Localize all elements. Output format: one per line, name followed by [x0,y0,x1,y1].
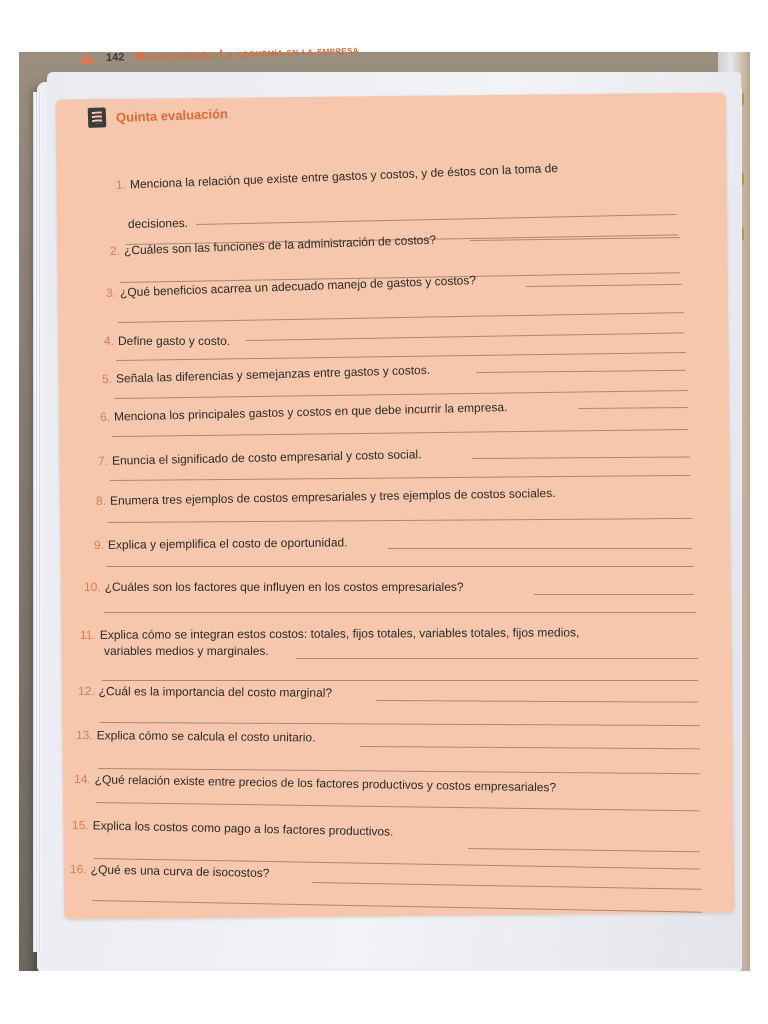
chapter-title: Microeconomía. La economía en la empresa [134,42,359,65]
question-number: 2. [109,243,121,258]
question-text: Menciona los principales gastos y costos en que debe incurrir la empresa. [113,400,508,424]
question-number: 4. [104,334,115,348]
page-edges [33,92,41,952]
question-11-continuation [104,644,269,659]
answer-line [534,594,694,595]
question-text: Define gasto y costo. [118,334,231,348]
question-number: 5. [101,371,113,386]
answer-line [296,658,698,659]
question-text: ¿Qué beneficios acarrea un adecuado manejo de gastos y costos? [119,273,477,300]
question-text: variables medios y marginales. [104,644,269,658]
question-13 [76,728,316,746]
question-text: Explica cómo se integran estos costos: totales, fijos totales, variables totales, fijos medios, [99,625,580,642]
question-number: 3. [105,285,117,300]
question-text: Enumera tres ejemplos de costos empresariales y tres ejemplos de costos sociales. [109,485,556,508]
answer-line [388,548,692,549]
question-10 [84,580,464,595]
question-text: Explica y ejemplifica el costo de oportunidad. [107,535,348,552]
page-number: 142 [105,51,125,65]
question-number: 9. [93,537,105,552]
question-number: 1. [115,177,127,192]
question-number: 14. [73,772,91,787]
question-number: 11. [79,627,96,642]
question-text: ¿Cuáles son los factores que influyen en los costos empresariales? [104,580,464,594]
question-9 [94,535,348,553]
answer-line [102,680,698,681]
evaluation-list-icon [88,107,107,128]
question-12 [78,684,332,701]
triangle-marker-icon [78,53,96,64]
answer-line [104,612,696,613]
question-text: Enuncia el significado de costo empresarial y costo social. [111,447,422,468]
question-text: Señala las diferencias y semejanzas entre gastos y costos. [115,362,431,386]
question-number: 7. [97,453,109,468]
question-number: 8. [95,493,107,508]
question-number: 16. [69,862,87,877]
question-number: 12. [77,684,95,699]
question-text: ¿Cuál es la importancia del costo marginal? [98,684,333,700]
section-title: Quinta evaluación [115,105,229,125]
question-text: Explica cómo se calcula el costo unitario. [96,728,316,745]
question-4 [104,334,230,349]
question-number: 10. [84,580,101,594]
question-text: ¿Qué relación existe entre precios de los factores productivos y costos empresariales? [94,772,557,795]
question-number: 13. [75,728,93,743]
question-text: Explica los costos como pago a los factores productivos. [92,818,394,839]
question-text: ¿Qué es una curva de isocostos? [90,862,270,881]
question-text: Menciona la relación que existe entre gastos y costos, y de éstos con la toma de [129,161,559,192]
question-number: 6. [99,409,111,424]
question-text: decisiones. [127,215,189,231]
question-text: ¿Cuáles son las funciones de la administración de costos? [123,232,437,258]
question-11 [80,625,579,643]
question-1-continuation [128,216,188,232]
answer-line [106,566,694,567]
question-number: 15. [71,818,89,833]
